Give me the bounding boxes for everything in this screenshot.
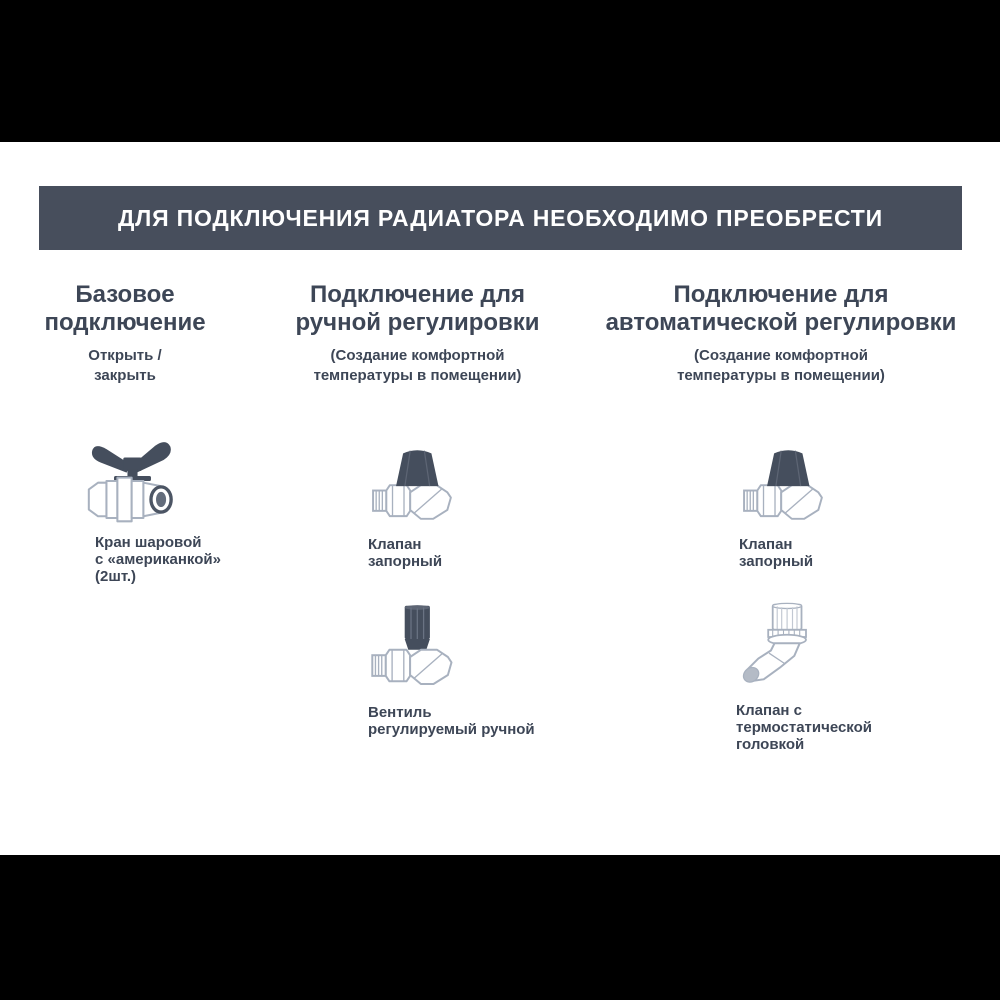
manual-valve-icon (368, 603, 608, 698)
product-caption-line: Клапан (739, 536, 793, 553)
column-title (20, 281, 230, 337)
product-caption-line: (2шт.) (95, 568, 137, 585)
column-subtitle-line: (Создание комфортной (330, 347, 505, 364)
column-title-line: Базовое (75, 281, 175, 308)
column-title-line: Подключение для (310, 281, 525, 308)
header-banner (39, 186, 962, 250)
column-subtitle-line: температуры в помещении) (313, 367, 522, 384)
column-basic-connection (20, 281, 230, 386)
column-title-line: автоматической регулировки (605, 309, 957, 336)
ball-valve-icon (85, 439, 335, 528)
product-caption (368, 704, 608, 738)
column-subtitle (20, 346, 230, 386)
thermostatic-valve-icon (736, 601, 976, 696)
column-subtitle-line: закрыть (94, 367, 156, 384)
product-caption-line: головкой (736, 736, 805, 753)
product-caption-line: запорный (368, 553, 443, 570)
column-title-line: Подключение для (673, 281, 889, 308)
column-subtitle-line: (Создание комфортной (694, 347, 868, 364)
column-title (280, 281, 555, 337)
column-automatic-regulation (590, 281, 972, 386)
column-subtitle (590, 346, 972, 386)
product-caption-line: регулируемый ручной (368, 721, 535, 738)
product-caption (368, 536, 608, 570)
product-shutoff-valve (739, 441, 979, 570)
column-subtitle-line: температуры в помещении) (677, 367, 885, 384)
column-subtitle (280, 346, 555, 386)
product-caption-line: Клапан с (736, 702, 802, 719)
shutoff-valve-icon (739, 441, 979, 530)
product-caption-line: Вентиль (368, 704, 432, 721)
product-manual-valve (368, 603, 608, 738)
product-caption-line: с «американкой» (95, 551, 221, 568)
product-thermostatic-valve (736, 601, 976, 753)
product-caption (739, 536, 979, 570)
product-caption-line: запорный (739, 553, 814, 570)
product-caption-line: Клапан (368, 536, 422, 553)
product-ball-valve (95, 439, 335, 585)
product-caption-line: термостатической (736, 719, 873, 736)
shutoff-valve-icon (368, 441, 608, 530)
column-title-line: подключение (44, 309, 206, 336)
column-title-line: ручной регулировки (295, 309, 540, 336)
product-shutoff-valve (368, 441, 608, 570)
product-caption (736, 702, 976, 753)
column-title (590, 281, 972, 337)
header-title: ДЛЯ ПОДКЛЮЧЕНИЯ РАДИАТОРА НЕОБХОДИМО ПРЕОБРЕСТИ (118, 204, 883, 231)
column-manual-regulation (280, 281, 555, 386)
column-subtitle-line: Открыть / (88, 347, 162, 364)
product-caption (95, 534, 335, 585)
infographic-canvas (0, 142, 1000, 855)
product-caption-line: Кран шаровой (95, 534, 202, 551)
